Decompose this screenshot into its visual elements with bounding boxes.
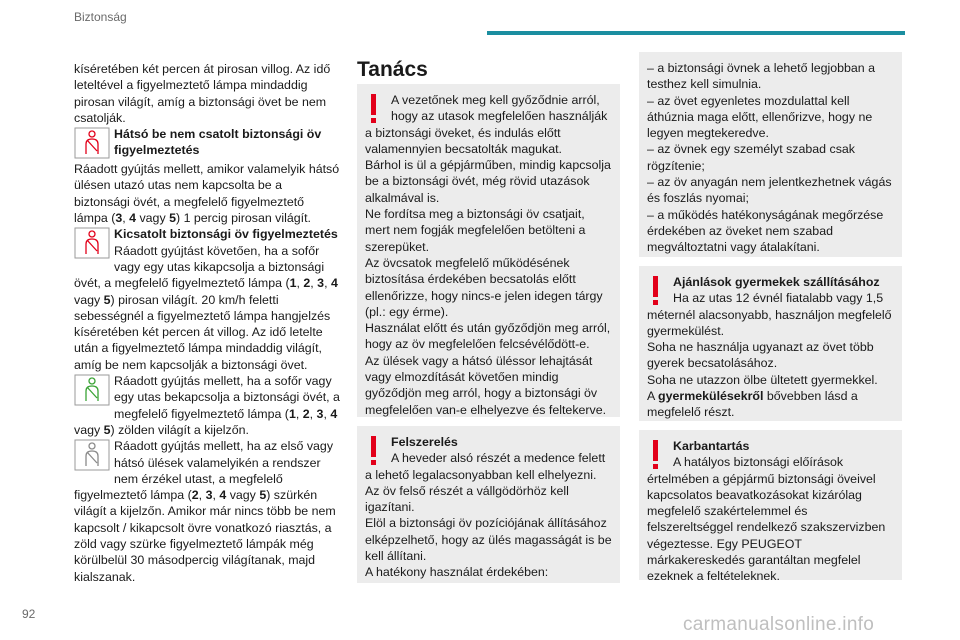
tip-paragraph: A vezetőnek meg kell győződnie arról, hogy az utasok megfelelően használják a biztonsági öveket, és indulás előtt valamennyien becsatolták magukat. (365, 93, 608, 156)
lamp-number: 1 (288, 406, 296, 421)
tip-title: Karbantartás (673, 439, 750, 453)
tip-title: Felszerelés (391, 435, 458, 449)
tips-heading: Tanács (357, 58, 428, 81)
lamp-number: 5 (259, 488, 267, 503)
fastened-belt-block (74, 373, 340, 438)
tip-box-maintenance (639, 430, 902, 584)
unfastened-belt-warning-block (74, 226, 340, 373)
lamp-number: 5 (103, 292, 111, 307)
reference-text: A (647, 389, 659, 404)
tip-paragraph: Soha ne használja ugyanazt az övet több gyerek becsatolásához. (647, 340, 874, 371)
warning-exclamation-icon (365, 92, 391, 124)
block-text: Ráadott gyújtást követően, ha a sofőr vagy egy utas kikapcsolja a biztonsági övét, a megfelelő figyelmeztető lámpa ( (74, 243, 325, 291)
separator: vagy (136, 211, 170, 226)
tip-box-general (357, 84, 620, 417)
lamp-number: 2 (303, 276, 311, 291)
left-column (74, 61, 340, 585)
page-number: 92 (22, 607, 36, 621)
lamp-number: 2 (302, 406, 310, 421)
block-text: Ráadott gyújtás mellett, amikor valamelyik hátsó ülésen utazó utas nem kapcsolta be a biztonsági övét, a megfelelő figyelmeztető lámpa ( (74, 162, 340, 226)
seatbelt-warning-lamp-icon (74, 227, 110, 259)
tip-paragraph: A heveder alsó részét a medence felett a lehető legalacsonyabban kell elhelyezni. (365, 451, 606, 482)
tip-paragraph: Ne fordítsa meg a biztonsági öv csatjait, mert nem fogják megfelelően betölteni a szerepüket. (365, 207, 586, 254)
separator: vagy (74, 422, 104, 437)
tip-paragraph: Bárhol is ül a gépjárműben, mindig kapcsolja be a biztonsági övét, még rövid utazások alkalmával is. (365, 158, 611, 205)
separator: , (310, 276, 318, 291)
block-text: Ráadott gyújtás mellett, ha a sofőr vagy egy utas bekapcsolja a biztonsági övét, a megfelelő figyelmeztető lámpa ( (114, 374, 340, 421)
reference-link: gyermekülésekről (658, 389, 764, 404)
tip-list-item: – a biztonsági övnek a lehető legjobban a testhez kell simulnia. (647, 61, 876, 92)
block-text: ) zölden világít a kijelzőn. (110, 422, 249, 437)
block-text: ) 1 percig pirosan világít. (176, 211, 311, 226)
separator: vagy (226, 488, 260, 503)
block-text: ) pirosan világít. 20 km/h feletti sebességnél a figyelmeztető lámpa hangjelzés kíséretében két percen át villog. Az idő letelte után a figyelmeztető lámpa mindaddig világít, amíg be nem kapcsolják a biztonsági övet. (74, 292, 331, 372)
tip-paragraph: Az ülések vagy a hátsó üléssor lehajtását vagy elmozdítását követően mindig győződjön meg arról, hogy a biztonsági öv megfelelően van-e elhelyezve és feltekerve. (365, 353, 607, 417)
rear-belt-warning-block (74, 126, 340, 226)
lamp-number: 4 (330, 276, 338, 291)
tip-box-children (639, 266, 902, 421)
lamp-number: 5 (169, 211, 176, 226)
separator: , (122, 211, 130, 226)
lamp-number: 5 (103, 422, 111, 437)
separator: , (295, 406, 303, 421)
lamp-number: 4 (219, 488, 227, 503)
warning-exclamation-icon (647, 438, 673, 470)
section-title: Biztonság (74, 10, 127, 24)
separator: , (324, 276, 331, 291)
tip-paragraph: Soha ne utazzon ölbe ültetett gyermekkel. (647, 372, 878, 387)
lamp-number: 4 (129, 211, 137, 226)
seatbelt-grey-lamp-icon (74, 439, 110, 471)
tip-paragraph: A hatályos biztonsági előírások értelmében a gépjármű biztonsági öveivel kapcsolatos beavatkozásokat kizárólag megfelelő szakértelemmel és felszereltséggel rendelkező szakszervizben végeztesse. Egy PEUGEOT márkakereskedés garantáltan megfelel ezeknek a feltételeknek. (647, 455, 886, 584)
tip-list-item: – a működés hatékonyságának megőrzése érdekében az öveket nem szabad megváltoztatni vagy átalakítani. (647, 207, 884, 255)
tip-list-item: – az öv anyagán nem jelentkezhetnek vágás és foszlás nyomai; (647, 175, 892, 206)
separator: , (212, 488, 220, 503)
tip-paragraph: Használat előtt és után győződjön meg arról, hogy az öv megfelelően felcsévélődött-e. (365, 321, 611, 352)
block-title: Kicsatolt biztonsági öv figyelmeztetés (114, 227, 338, 242)
lamp-number: 4 (330, 406, 338, 421)
separator: , (296, 276, 304, 291)
lamp-number: 1 (289, 276, 297, 291)
separator: , (323, 406, 331, 421)
block-text: Ráadott gyújtás mellett, ha az első vagy hátsó ülések valamelyikén a rendszer nem érzékel utast, a megfelelő figyelmeztető lámpa ( (74, 439, 334, 503)
separator: , (198, 488, 206, 503)
block-title-cont: figyelmeztetés (114, 143, 200, 158)
intro-paragraph: kíséretében két percen át pirosan villog. Az idő leteltével a figyelmeztető lámpa mindaddig pirosan világít, amíg a biztonsági övet be nem csatolják. (74, 62, 331, 125)
no-occupant-block (74, 438, 340, 585)
tip-box-usage (639, 52, 902, 257)
tip-paragraph: Az öv felső részét a vállgödörhöz kell igazítani. (365, 483, 569, 515)
tip-paragraph: A hatékony használat érdekében: (365, 565, 549, 580)
tip-list-item: – az övet egyenletes mozdulattal kell áthúznia maga előtt, ellenőrizve, hogy ne legyen megtekeredve. (647, 93, 873, 141)
header-accent-bar (487, 31, 905, 35)
block-text: ) szürkén világít a kijelzőn. Amikor már nincs több be nem kapcsolt / kikapcsolt övre vonatkozó riasztás, a zöld vagy szürke figyelmeztető lámpák még körülbelül 30 másodpercig világítanak, majd kialszanak. (74, 488, 336, 584)
warning-exclamation-icon (365, 434, 391, 466)
lamp-number: 3 (205, 488, 213, 503)
separator: vagy (74, 292, 104, 307)
seatbelt-fastened-green-lamp-icon (74, 374, 110, 406)
tip-paragraph: Az övcsatok megfelelő működésének biztosítása érdekében becsatolás előtt ellenőrizze, hogy nincs-e jelen idegen tárgy (pl.: egy érme). (365, 255, 603, 319)
tip-box-fitting (357, 426, 620, 583)
watermark: carmanualsonline.info (683, 614, 875, 635)
tip-list-item: – az övnek egy személyt szabad csak rögzítenie; (647, 142, 855, 173)
reference-text: bővebben lásd a megfelelő részt. (647, 389, 858, 420)
tip-reference (647, 388, 894, 421)
seatbelt-warning-lamp-icon (74, 127, 110, 159)
lamp-number: 3 (316, 406, 324, 421)
separator: , (309, 406, 317, 421)
block-title: Hátsó be nem csatolt biztonsági öv (114, 127, 322, 142)
lamp-number: 3 (115, 211, 123, 226)
lamp-number: 3 (317, 276, 325, 291)
lamp-number: 2 (191, 488, 199, 503)
tip-title: Ajánlások gyermekek szállításához (673, 275, 880, 289)
warning-exclamation-icon (647, 274, 673, 306)
tip-paragraph: Ha az utas 12 évnél fiatalabb vagy 1,5 méternél alacsonyabb, használjon megfelelő gyermekülést. (647, 291, 892, 338)
tip-paragraph: Elöl a biztonsági öv pozíciójának állításához elképzelhető, hogy az ülés magasságát is be kell állítani. (365, 516, 612, 564)
